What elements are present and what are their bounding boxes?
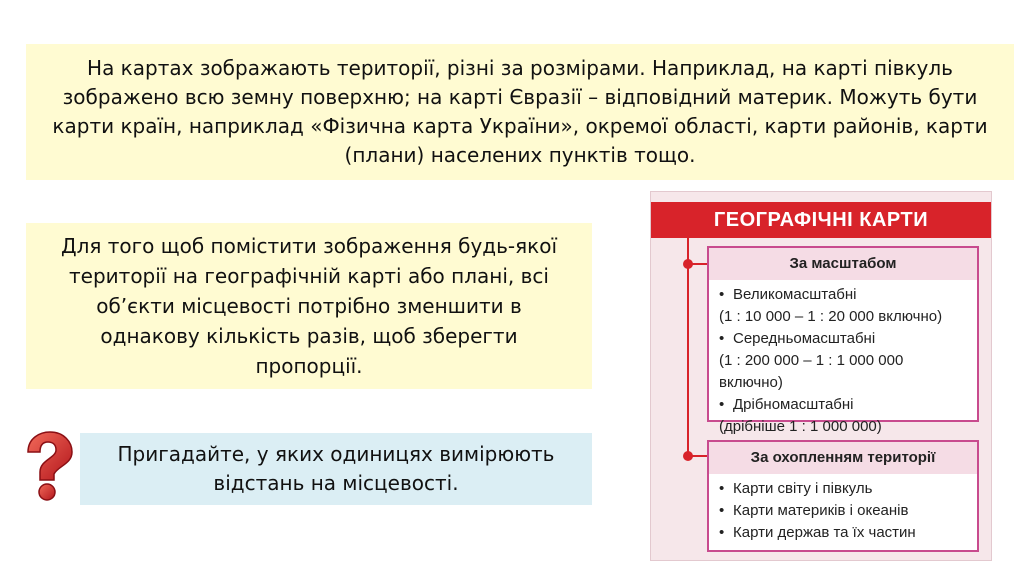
list-item: • Середньомасштабні <box>719 330 876 347</box>
connector-branch <box>688 455 707 457</box>
list-item-note: (1 : 10 000 – 1 : 20 000 включно) <box>719 308 943 325</box>
by-scale-heading: За масштабом <box>709 248 977 280</box>
connector-branch <box>688 263 707 265</box>
list-item: • Карти світу і півкуль <box>719 480 873 497</box>
by-territory-panel <box>707 440 979 552</box>
list-item-note: (дрібніше 1 : 1 000 000) <box>719 418 882 435</box>
question-text: Пригадайте, у яких одиницях вимірюють відстань на місцевості. <box>117 442 555 495</box>
list-item: • Карти материків і океанів <box>719 502 909 519</box>
scheme-title: ГЕОГРАФІЧНІ КАРТИ <box>651 202 991 238</box>
list-item: • Карти держав та їх частин <box>719 524 916 541</box>
by-scale-panel <box>707 246 979 435</box>
scale-explanation-box <box>26 223 592 389</box>
list-item: • Великомасштабні <box>719 286 857 303</box>
question-box <box>80 433 592 505</box>
list-item: • Дрібномасштабні <box>719 396 854 413</box>
list-item-note: (1 : 200 000 – 1 : 1 000 000 включно) <box>719 352 904 391</box>
scheme-connector-line <box>687 238 689 456</box>
by-territory-heading: За охопленням території <box>709 442 977 474</box>
geographic-maps-scheme <box>650 191 992 561</box>
intro-text: На картах зображають території, різні за розмірами. Наприклад, на карті півкуль зображено всю земну поверхню; на карті Євразії – відповідний материк. Можуть бути карти країн, наприклад «Фізична карта України», окремої області, карти районів, карти (плани) населених пунктів тощо. <box>52 56 988 167</box>
scale-explanation-text: Для того щоб помістити зображення будь-якої території на географічній карті або плані, всі об’єкти місцевості потрібно зменшити в однакову кількість разів, щоб зберегти пропорції. <box>60 234 558 378</box>
question-mark-icon <box>14 430 78 502</box>
intro-text-box <box>26 44 1014 180</box>
